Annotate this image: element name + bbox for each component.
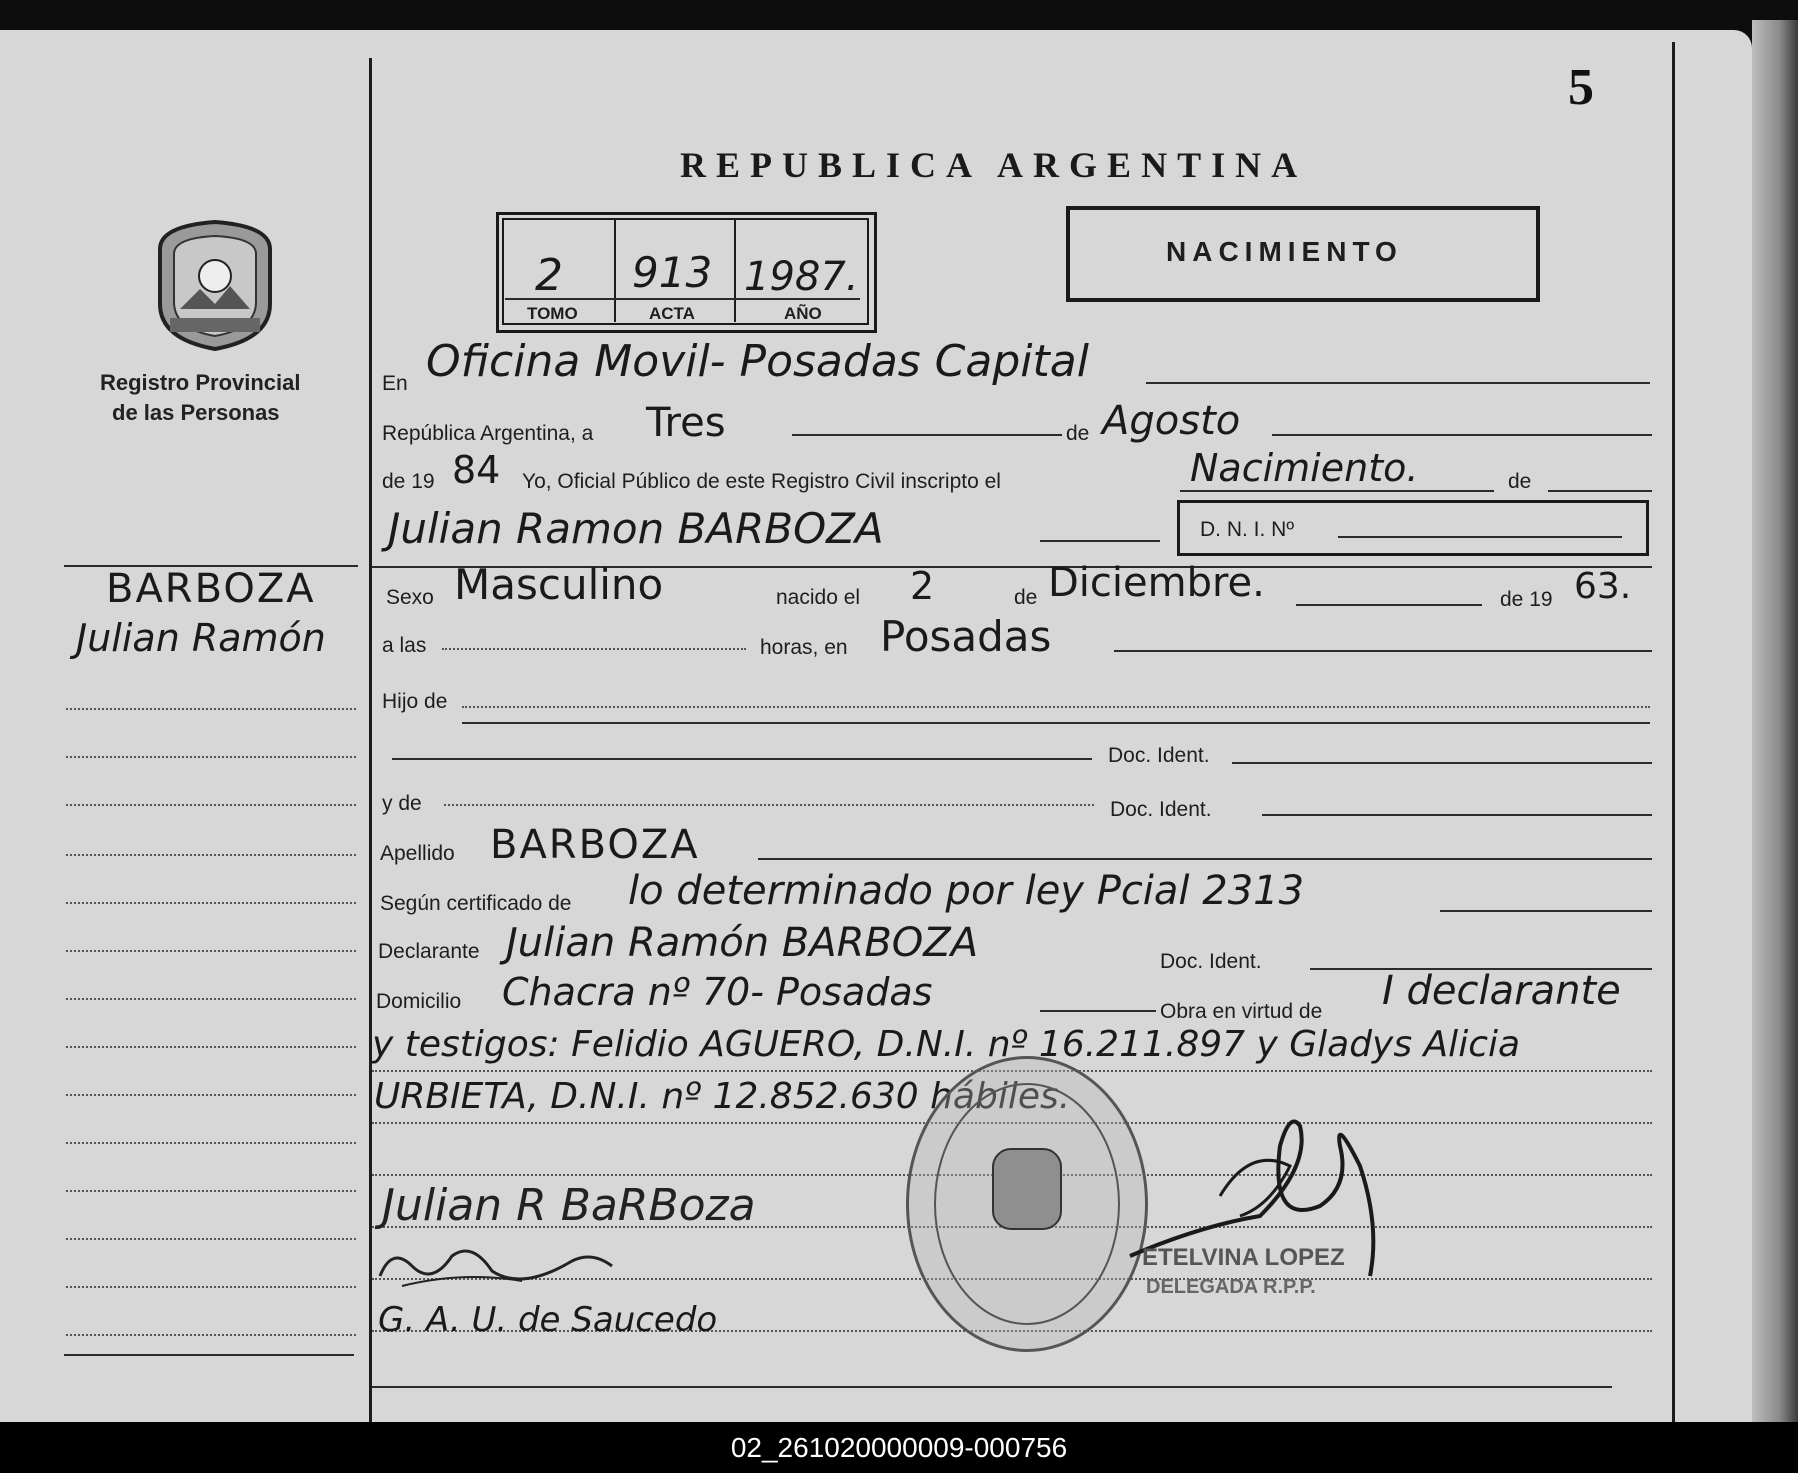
republica-label: República Argentina, a bbox=[382, 422, 594, 445]
birth-year-prefix: de 19 bbox=[1500, 588, 1553, 611]
margin-dotted-line bbox=[66, 804, 356, 806]
obra-value: I declarante bbox=[1382, 968, 1621, 1014]
witness-line2: URBIETA, D.N.I. nº 12.852.630 hábiles. bbox=[374, 1076, 1071, 1117]
apellido-label: Apellido bbox=[380, 842, 455, 865]
day-value: Tres bbox=[646, 400, 726, 446]
domicilio-value: Chacra nº 70- Posadas bbox=[502, 970, 933, 1014]
country-heading: REPUBLICA ARGENTINA bbox=[680, 145, 1308, 185]
birth-month-value: Diciembre. bbox=[1048, 560, 1265, 606]
month-de-label: de bbox=[1066, 422, 1090, 445]
year-value: 84 bbox=[452, 448, 501, 492]
hijo-rule bbox=[462, 722, 1650, 724]
margin-dotted-line bbox=[66, 1094, 356, 1096]
mother-doc-label: Doc. Ident. bbox=[1110, 798, 1212, 821]
full-name-rule bbox=[1040, 540, 1160, 542]
name-de-rule bbox=[1548, 490, 1652, 492]
year-prefix: de 19 bbox=[382, 470, 435, 493]
margin-dotted-line bbox=[66, 756, 356, 758]
father-rule bbox=[392, 758, 1092, 760]
official-name-stamp: ETELVINA LOPEZ bbox=[1142, 1244, 1345, 1271]
margin-dotted-line bbox=[66, 1238, 356, 1240]
apellido-value: BARBOZA bbox=[490, 822, 700, 868]
inscripto-rule bbox=[1180, 490, 1494, 492]
horas-label: horas, en bbox=[760, 636, 848, 659]
margin-given-name: Julian Ramón bbox=[76, 616, 326, 660]
margin-dotted-line bbox=[66, 708, 356, 710]
month-rule bbox=[1272, 434, 1652, 436]
witness-signature-icon bbox=[372, 1236, 622, 1296]
dni-label: D. N. I. Nº bbox=[1200, 518, 1295, 541]
acta-label: ACTA bbox=[649, 304, 695, 323]
nacido-label: nacido el bbox=[776, 586, 861, 609]
margin-dotted-line bbox=[66, 1286, 356, 1288]
registry-name-line2: de las Personas bbox=[112, 400, 280, 425]
margin-dotted-line bbox=[66, 902, 356, 904]
sexo-label: Sexo bbox=[386, 586, 434, 609]
tomo-label: TOMO bbox=[527, 304, 578, 323]
official-title-stamp: DELEGADA R.P.P. bbox=[1146, 1276, 1316, 1298]
margin-dotted-line bbox=[66, 854, 356, 856]
margin-dotted-line bbox=[66, 950, 356, 952]
day-rule bbox=[792, 434, 1062, 436]
birth-year-value: 63. bbox=[1574, 566, 1632, 607]
tomo-divider bbox=[614, 218, 616, 322]
father-doc-rule bbox=[1232, 762, 1652, 764]
name-de-label: de bbox=[1508, 470, 1532, 493]
acta-value: 913 bbox=[632, 248, 713, 297]
domicilio-rule bbox=[1040, 1010, 1156, 1012]
witness-signature-name: G. A. U. de Saucedo bbox=[378, 1300, 718, 1340]
declarante-doc-label: Doc. Ident. bbox=[1160, 950, 1262, 973]
full-name-value: Julian Ramon BARBOZA bbox=[388, 504, 884, 553]
province-emblem-icon bbox=[150, 214, 280, 354]
oficial-text: Yo, Oficial Público de este Registro Civil inscripto el bbox=[522, 470, 1001, 493]
declarante-value: Julian Ramón BARBOZA bbox=[506, 920, 979, 966]
margin-dotted-line bbox=[66, 1142, 356, 1144]
tomo-value: 2 bbox=[535, 250, 563, 301]
month-value: Agosto bbox=[1102, 398, 1241, 444]
domicilio-label: Domicilio bbox=[376, 990, 462, 1013]
margin-bottom-rule bbox=[64, 1354, 354, 1356]
margin-dotted-line bbox=[66, 1334, 356, 1336]
obra-label: Obra en virtud de bbox=[1160, 1000, 1323, 1023]
hijo-dotted bbox=[462, 706, 1650, 708]
yde-label: y de bbox=[382, 792, 422, 815]
margin-dotted-line bbox=[66, 1190, 356, 1192]
margin-dotted-line bbox=[66, 1046, 356, 1048]
dni-rule bbox=[1338, 536, 1622, 538]
margin-surname: BARBOZA bbox=[106, 566, 316, 612]
en-value: Oficina Movil- Posadas Capital bbox=[426, 336, 1089, 387]
birth-month-rule bbox=[1296, 604, 1482, 606]
official-seal-icon bbox=[906, 1056, 1148, 1352]
acta-divider bbox=[734, 218, 736, 322]
hijo-label: Hijo de bbox=[382, 690, 448, 713]
father-doc-label: Doc. Ident. bbox=[1108, 744, 1210, 767]
mother-doc-rule bbox=[1262, 814, 1652, 816]
margin-dotted-line bbox=[66, 998, 356, 1000]
witness-line1: y testigos: Felidio AGUERO, D.N.I. nº 16.211.897 y Gladys Alicia bbox=[372, 1024, 1521, 1065]
birth-de-label: de bbox=[1014, 586, 1038, 609]
birth-place-rule bbox=[1114, 650, 1652, 652]
left-column-divider bbox=[369, 58, 372, 1422]
apellido-rule bbox=[758, 858, 1652, 860]
page-number: 5 bbox=[1568, 59, 1594, 116]
footer-rule bbox=[372, 1386, 1612, 1388]
declarant-signature: Julian R BaRBoza bbox=[382, 1180, 756, 1231]
record-type-label: NACIMIENTO bbox=[1166, 236, 1403, 267]
en-rule bbox=[1146, 382, 1650, 384]
birth-day-value: 2 bbox=[910, 564, 935, 608]
page-edge bbox=[1752, 20, 1798, 1422]
ano-label: AÑO bbox=[784, 304, 822, 323]
sexo-value: Masculino bbox=[454, 560, 664, 609]
yde-dotted bbox=[444, 804, 1094, 806]
ano-value: 1987. bbox=[744, 254, 859, 300]
declarante-label: Declarante bbox=[378, 940, 480, 963]
segun-value: lo determinado por ley Pcial 2313 bbox=[628, 868, 1305, 914]
birth-place-value: Posadas bbox=[880, 612, 1052, 661]
inscripto-value: Nacimiento. bbox=[1190, 446, 1419, 490]
alas-label: a las bbox=[382, 634, 427, 657]
alas-dotted bbox=[442, 648, 746, 650]
segun-label: Según certificado de bbox=[380, 892, 572, 915]
segun-rule bbox=[1440, 910, 1652, 912]
right-frame-line bbox=[1672, 42, 1675, 1422]
en-label: En bbox=[382, 372, 408, 395]
document-id-bar: 02_261020000009-000756 bbox=[0, 1422, 1798, 1473]
registry-name-line1: Registro Provincial bbox=[100, 370, 301, 395]
